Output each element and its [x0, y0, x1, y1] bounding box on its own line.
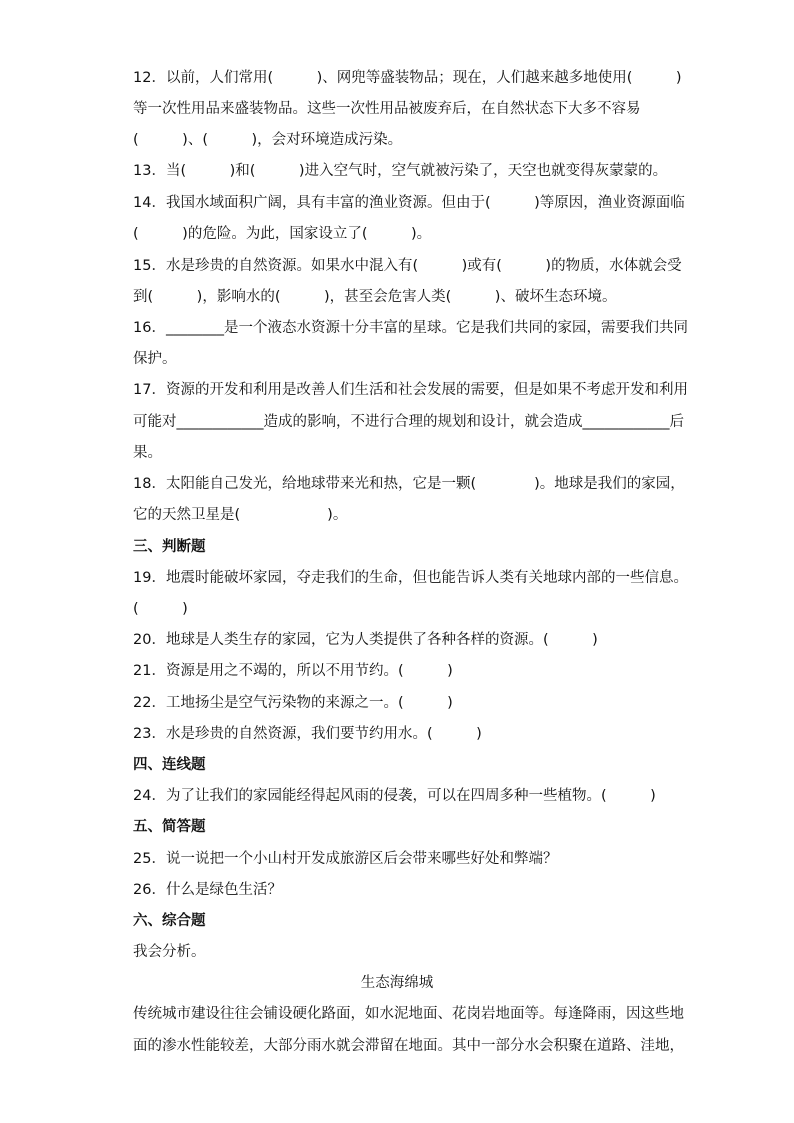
question-12-line-2: 等一次性用品来盛装物品。这些一次性用品被废弃后，在自然状态下大多不容易	[133, 101, 641, 117]
question-15-line-2: 到( )，影响水的( )，甚至会危害人类( )、破坏生态环境。	[133, 289, 617, 305]
question-12-line-1: 12．以前，人们常用( )、网兜等盛装物品；现在，人们越来越多地使用( )	[133, 70, 682, 86]
question-20: 20．地球是人类生存的家园，它为人类提供了各种各样的资源。( )	[133, 632, 598, 648]
question-17-line-2: 可能对____________造成的影响，不进行合理的规划和设计，就会造成____________后	[133, 414, 684, 430]
question-15-line-1: 15．水是珍贵的自然资源。如果水中混入有( )或有( )的物质，水体就会受	[133, 258, 682, 274]
section-heading-comprehensive: 六、综合题	[133, 913, 206, 929]
question-19-line-1: 19．地震时能破坏家园，夺走我们的生命，但也能告诉人类有关地球内部的一些信息。	[133, 570, 688, 586]
question-26: 26．什么是绿色生活？	[133, 882, 282, 898]
question-14-line-2: ( )的危险。为此，国家设立了( )。	[133, 226, 432, 242]
section-heading-short-answer: 五、简答题	[133, 819, 206, 835]
question-13: 13．当( )和( )进入空气时，空气就被污染了，天空也就变得灰蒙蒙的。	[133, 163, 668, 179]
question-18-line-2: 它的天然卫星是( )。	[133, 507, 348, 523]
passage-line-2: 面的渗水性能较差，大部分雨水就会滞留在地面。其中一部分水会积聚在道路、洼地，	[133, 1038, 684, 1054]
section-heading-true-false: 三、判断题	[133, 539, 206, 555]
question-18-line-1: 18．太阳能自己发光，给地球带来光和热，它是一颗( )。地球是我们的家园，	[133, 476, 685, 492]
analysis-prompt: 我会分析。	[133, 944, 206, 960]
question-23: 23．水是珍贵的自然资源，我们要节约用水。( )	[133, 726, 482, 742]
question-21: 21．资源是用之不竭的，所以不用节约。( )	[133, 663, 453, 679]
question-17-line-3: 果。	[133, 445, 162, 461]
question-16-line-2: 保护。	[133, 351, 177, 367]
section-heading-matching: 四、连线题	[133, 757, 206, 773]
passage-title: 生态海绵城	[360, 975, 434, 991]
question-25: 25．说一说把一个小山村开发成旅游区后会带来哪些好处和弊端？	[133, 851, 558, 867]
question-22: 22．工地扬尘是空气污染物的来源之一。( )	[133, 695, 453, 711]
question-14-line-1: 14．我国水域面积广阔，具有丰富的渔业资源。但由于( )等原因，渔业资源面临	[133, 195, 685, 211]
passage-line-1: 传统城市建设往往会铺设硬化路面，如水泥地面、花岗岩地面等。每逢降雨，因这些地	[133, 1006, 684, 1022]
question-24: 24．为了让我们的家园能经得起风雨的侵袭，可以在四周多种一些植物。( )	[133, 788, 656, 804]
question-17-line-1: 17．资源的开发和利用是改善人们生活和社会发展的需要，但是如果不考虑开发和利用	[133, 382, 688, 398]
question-12-line-3: ( )、( )，会对环境造成污染。	[133, 132, 403, 148]
question-19-line-2: ( )	[133, 601, 188, 617]
question-16-line-1: 16．________是一个液态水资源十分丰富的星球。它是我们共同的家园，需要我们共同	[133, 320, 688, 336]
